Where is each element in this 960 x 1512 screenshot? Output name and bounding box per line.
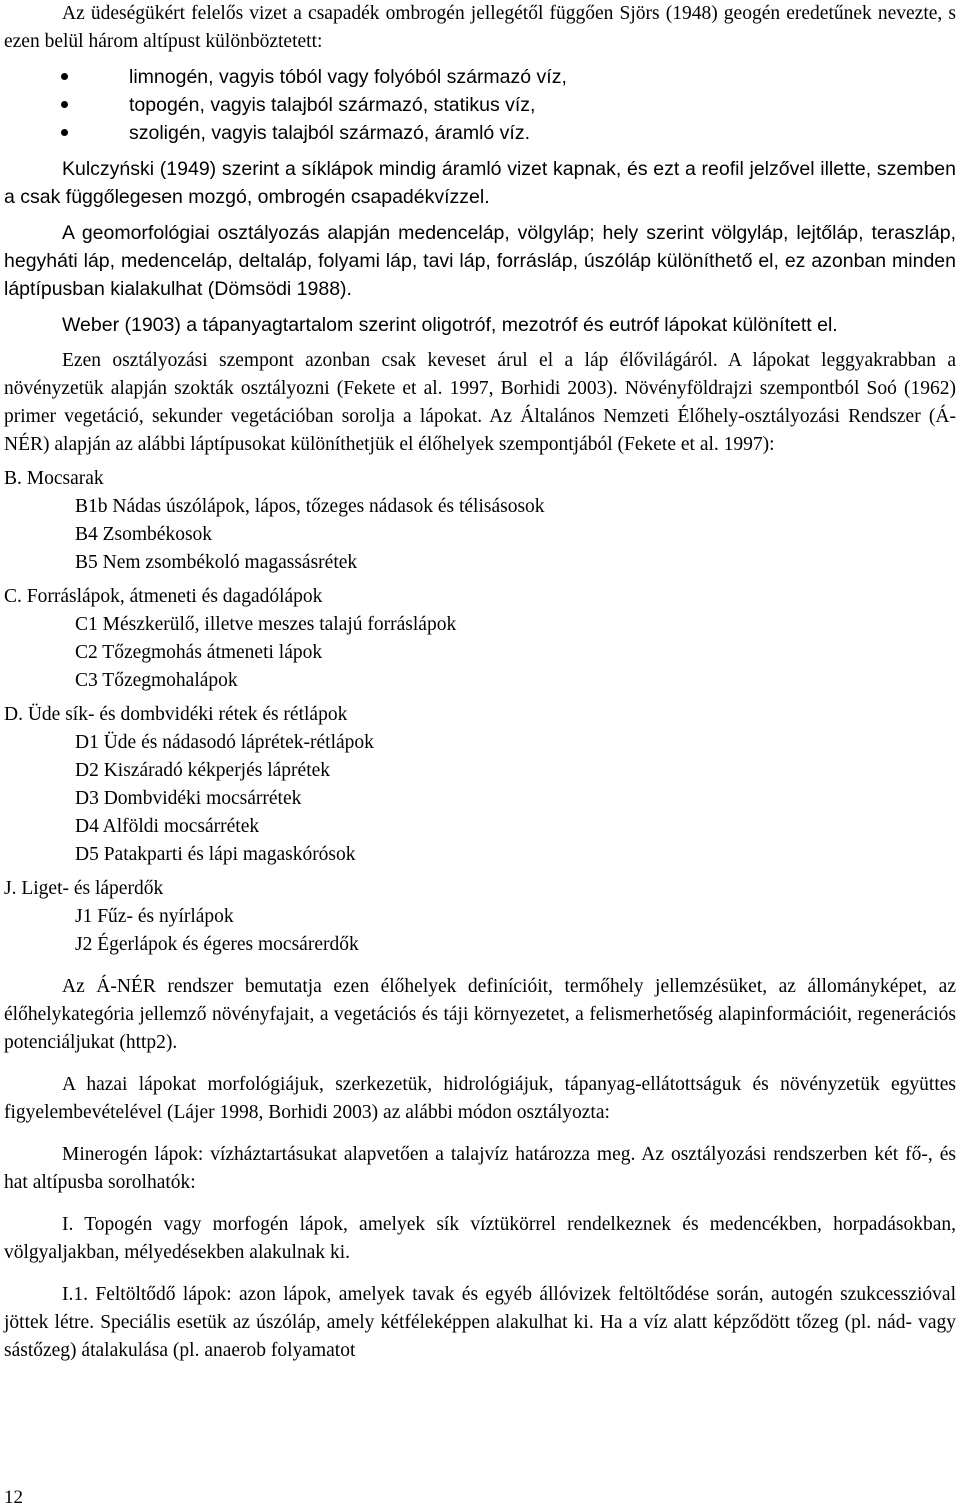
habitat-item: D4 Alföldi mocsárrétek	[75, 816, 260, 837]
habitat-item: C1 Mészkerülő, illetve meszes talajú forráslápok	[75, 614, 457, 635]
page-number: 12	[4, 1487, 23, 1508]
bullet-icon	[61, 73, 68, 80]
habitat-item: D3 Dombvidéki mocsárrétek	[75, 788, 302, 809]
habitat-item: J1 Fűz- és nyírlápok	[75, 906, 234, 927]
habitat-group-c	[4, 583, 956, 695]
geomorphology-paragraph: A geomorfológiai osztályozás alapján medenceláp, völgyláp; hely szerint völgyláp, lejtőláp, teraszláp, hegyháti láp, medenceláp, deltaláp, folyami láp, tavi láp, forrásláp, úszóláp különíthető el, ez azonban minden láptípusban kialakulhat (Dömsödi 1988).	[4, 222, 956, 300]
habitat-item: C3 Tőzegmohalápok	[75, 670, 238, 691]
habitat-item: B1b Nádas úszólápok, lápos, tőzeges nádasok és télisásosok	[75, 496, 545, 517]
habitat-item: J2 Égerlápok és égeres mocsárerdők	[75, 934, 359, 955]
bullet-icon	[61, 129, 68, 136]
topogen-paragraph: I. Topogén vagy morfogén lápok, amelyek sík víztükörrel rendelkeznek és medencékben, horpadásokban, völgyaljakban, mélyedésekben alakulnak ki.	[4, 1214, 956, 1263]
feltoltodo-paragraph: I.1. Feltöltődő lápok: azon lápok, amelyek tavak és egyéb állóvizek feltöltődése során, autogén szukcesszióval jöttek létre. Speciális esetük az úszóláp, amely kétféleképpen alakulhat ki. Ha a víz alatt képződött tőzeg (pl. nád- vagy sástőzeg) átalakulása (pl. anaerob folyamatot	[4, 1284, 956, 1361]
classification-paragraph: Ezen osztályozási szempont azonban csak keveset árul el a láp élővilágáról. A lápokat leggyakrabban a növényzetük alapján szokták osztályozni (Fekete et al. 1997, Borhidi 2003). Növényföldrajzi szempontból Soó (1962) primer vegetáció, sekunder vegetációban sorolja a lápokat. Az Általános Nemzeti Élőhely-osztályozási Rendszer (Á-NÉR) alapján az alábbi láptípusokat különíthetjük el élőhelyek szempontjából (Fekete et al. 1997):	[4, 350, 956, 455]
habitat-item: D1 Üde és nádasodó láprétek-rétlápok	[75, 732, 374, 753]
habitat-group-heading: J. Liget- és láperdők	[4, 878, 164, 899]
habitat-group-b	[4, 465, 956, 577]
habitat-group-j	[4, 875, 956, 959]
list-item: topogén, vagyis talajból származó, statikus víz,	[4, 91, 956, 119]
aner-paragraph: Az Á-NÉR rendszer bemutatja ezen élőhelyek definícióit, termőhely jellemzésüket, az állományképet, az élőhelykategória jellemző növényfajait, a vegetációs és táji környezetet, a felismerhetőség alapinformációit, regenerációs potenciáljukat (http2).	[4, 976, 956, 1053]
habitat-group-d	[4, 701, 956, 869]
list-item: limnogén, vagyis tóból vagy folyóból származó víz,	[4, 63, 956, 91]
kulczynski-paragraph: Kulczyński (1949) szerint a síklápok mindig áramló vizet kapnak, és ezt a reofil jelzővel illette, szemben a csak függőlegesen mozgó, ombrogén csapadékvízzel.	[4, 158, 956, 208]
habitat-item: C2 Tőzegmohás átmeneti lápok	[75, 642, 323, 663]
weber-paragraph: Weber (1903) a tápanyagtartalom szerint oligotróf, mezotróf és eutróf lápokat különített el.	[62, 314, 838, 336]
habitat-group-heading: B. Mocsarak	[4, 468, 104, 489]
habitat-item: D5 Patakparti és lápi magaskórósok	[75, 844, 356, 865]
intro-paragraph: Az üdeségükért felelős vizet a csapadék ombrogén jellegétől függően Sjörs (1948) geogén eredetűnek nevezte, s ezen belül három altípust különböztetett:	[4, 3, 956, 52]
list-item: szoligén, vagyis talajból származó, áramló víz.	[4, 119, 956, 147]
habitat-item: B5 Nem zsombékoló magassásrétek	[75, 552, 358, 573]
document-body	[4, 0, 956, 1365]
habitat-group-heading: D. Üde sík- és dombvidéki rétek és rétlápok	[4, 704, 348, 725]
bullet-icon	[61, 101, 68, 108]
minerogen-paragraph: Minerogén lápok: vízháztartásukat alapvetően a talajvíz határozza meg. Az osztályozási rendszerben két fő-, és hat altípusba sorolhatók:	[4, 1144, 956, 1193]
habitat-group-heading: C. Forráslápok, átmeneti és dagadólápok	[4, 586, 323, 607]
water-type-list	[4, 63, 956, 147]
habitat-item: B4 Zsombékosok	[75, 524, 213, 545]
habitat-item: D2 Kiszáradó kékperjés láprétek	[75, 760, 331, 781]
hazai-paragraph: A hazai lápokat morfológiájuk, szerkezetük, hidrológiájuk, tápanyag-ellátottságuk és növényzetük együttes figyelembevételével (Lájer 1998, Borhidi 2003) az alábbi módon osztályozta:	[4, 1074, 956, 1123]
